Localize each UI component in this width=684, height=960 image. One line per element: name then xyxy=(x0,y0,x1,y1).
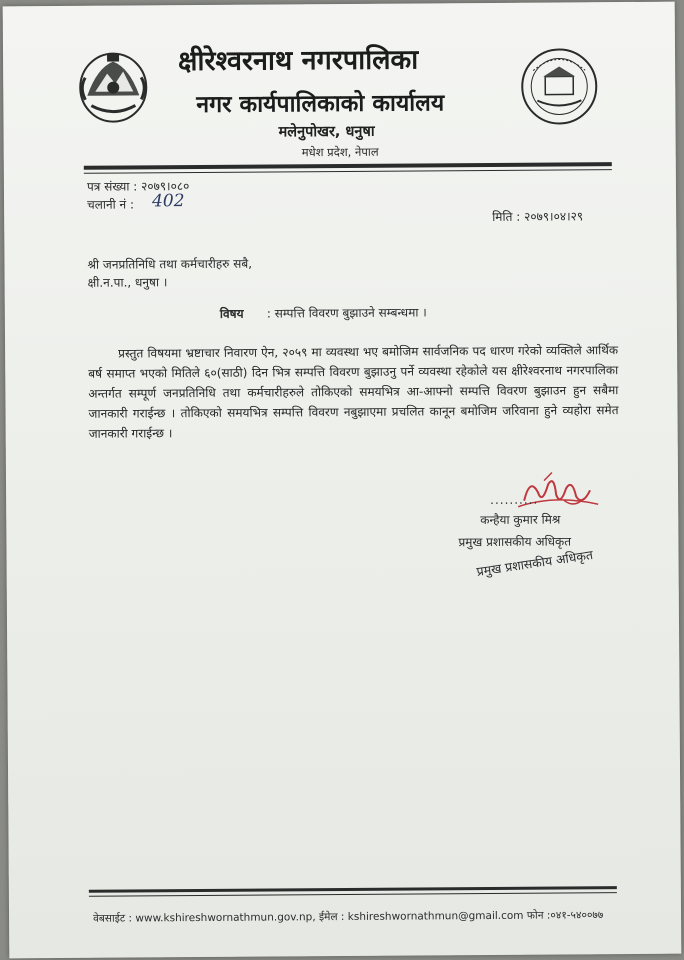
office-name: नगर कार्यपालिकाको कार्यालय xyxy=(196,90,445,119)
reference-number: पत्र संख्या : २०७९।०८० xyxy=(86,179,190,194)
subject-label: विषय xyxy=(219,306,244,321)
recipient-line-2: क्षी.न.पा., धनुषा । xyxy=(87,275,168,290)
subject-text: : सम्पत्ति विवरण बुझाउने सम्बन्धमा । xyxy=(266,305,427,321)
signatory-title: प्रमुख प्रशासकीय अधिकृत xyxy=(458,534,572,550)
designation-stamp: प्रमुख प्रशासकीय अधिकृत xyxy=(475,546,594,579)
nepal-emblem-icon xyxy=(77,47,150,126)
office-location: मलेनुपोखर, धनुषा xyxy=(278,123,375,141)
letter-date: मिति : २०७९।०४।२९ xyxy=(492,209,584,224)
municipality-name: क्षीरेश्वरनाथ नगरपालिका xyxy=(177,44,419,78)
letter-body: प्रस्तुत विषयमा भ्रष्टाचार निवारण ऐन, २०५९ मा व्यवस्था भए बमोजिम सार्वजनिक पद धारण गरेको व्यक्तिले आर्थिक बर्ष समाप्त भएको मितिले ६०(साठी) दिन भित्र सम्पत्ति विवरण बुझाउनु पर्ने व्यवस्था रहेकोले यस क्षीरेश्वरनाथ नगरपालिका अन्तर्गत सम्पूर्ण जनप्रतिनिधि तथा कर्मचारीहरुले तोकिएको समयभित्र आ-आफ्नो सम्पत्ति विवरण बुझाउन हुन सबैमा जानकारी गराईन्छ । तोकिएको समयभित्र सम्पत्ति विवरण नबुझाएमा प्रचलित कानून बमोजिम जरिवाना हुने व्यहोरा समेत जानकारी गराईन्छ । xyxy=(88,343,619,441)
signatory-name: कन्हैया कुमार मिश्र xyxy=(480,512,561,528)
recipient-line-1: श्री जनप्रतिनिधि तथा कर्मचारीहरु सबै, xyxy=(87,256,253,272)
dispatch-number: 402 xyxy=(151,191,185,212)
header-divider-thin xyxy=(84,169,612,174)
letter-page xyxy=(3,2,682,959)
municipality-seal-icon xyxy=(519,46,600,127)
footer-contact: वेबसाईट : www.kshireshwornathmun.gov.np, ईमेल : kshireshwornathmun@gmail.com फोन :०४१-५४००७७ xyxy=(93,909,604,925)
office-province: मधेश प्रदेश, नेपाल xyxy=(301,144,379,160)
signature-dots: .......... xyxy=(490,492,539,507)
footer-divider-thin xyxy=(89,892,617,897)
header-divider xyxy=(84,162,612,170)
dispatch-label: चलानी नं : xyxy=(87,197,135,212)
